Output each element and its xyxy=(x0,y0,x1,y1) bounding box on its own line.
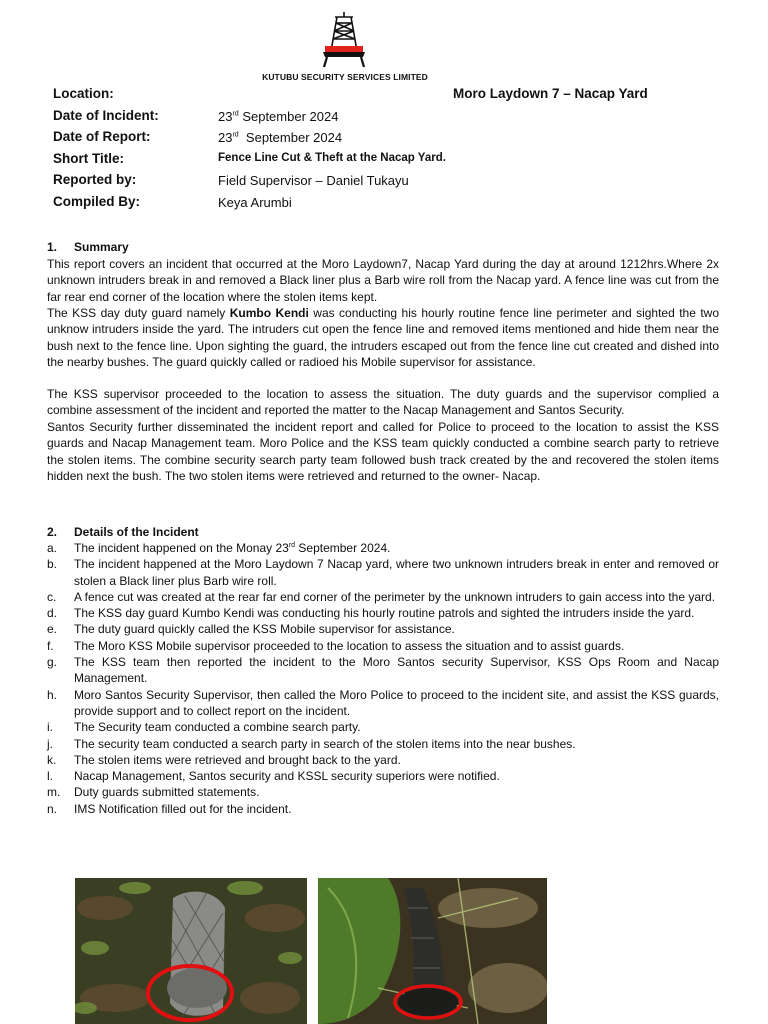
detail-item-n xyxy=(47,801,719,817)
detail-text: The duty guard quickly called the KSS Mobile supervisor for assistance. xyxy=(74,622,455,637)
report-date-label: Date of Report: xyxy=(53,129,151,144)
detail-item-i xyxy=(47,719,719,735)
summary-heading: 1. Summary xyxy=(47,240,129,254)
detail-item-c xyxy=(47,589,719,605)
compiled-by-label: Compiled By: xyxy=(53,194,141,209)
detail-marker: e. xyxy=(47,622,58,637)
compiled-by-value: Keya Arumbi xyxy=(218,195,292,210)
detail-marker: c. xyxy=(47,589,57,604)
company-name: KUTUBU SECURITY SERVICES LIMITED xyxy=(262,72,428,82)
detail-text-text-after: September 2024. xyxy=(295,541,391,555)
detail-text: The incident happened at the Moro Laydown 7 Nacap yard, where two unknown intruders break in enter and removed or stolen a Black liner plus Barb wire roll. xyxy=(74,557,719,588)
short-title-value: Fence Line Cut & Theft at the Nacap Yard. xyxy=(218,152,446,164)
detail-marker: m. xyxy=(47,785,61,800)
detail-marker: h. xyxy=(47,687,58,702)
summary-paragraph-4: Santos Security further disseminated the incident report and called for Police to proceed to the location to assist the KSS guards and Nacap Management team. Moro Police and the KSS team quickly conducted a combine search party to retrieve the stolen items. The combine security search party team followed bush track created by the and recovered the stolen items hidden next the bush. The two stolen items were retrieved and returned to the owner- Nacap. xyxy=(47,420,719,483)
report-date-value: 23rd September 2024 xyxy=(218,130,343,145)
guard-name: Kumbo Kendi xyxy=(229,306,309,320)
detail-text: Nacap Management, Santos security and KSSL security superiors were notified. xyxy=(74,769,500,784)
detail-item-e xyxy=(47,621,719,637)
detail-item-m xyxy=(47,784,719,800)
detail-text: The Security team conducted a combine search party. xyxy=(74,720,361,735)
detail-text-text-before: The incident happened on the Monay 23 xyxy=(74,541,289,555)
photo-barb-wire-roll xyxy=(75,878,307,1024)
location-label: Location: xyxy=(53,86,114,101)
detail-marker: i. xyxy=(47,720,53,735)
details-heading: 2. Details of the Incident xyxy=(47,525,199,539)
detail-marker: b. xyxy=(47,557,58,572)
reported-by-label: Reported by: xyxy=(53,172,137,187)
detail-item-k xyxy=(47,752,719,768)
detail-marker: k. xyxy=(47,752,57,767)
summary-paragraph-3: The KSS supervisor proceeded to the location to assess the situation. The duty guards and the supervisor complied a combine assessment of the incident and reported the matter to the Nacap Management and Santos Security. xyxy=(47,387,719,418)
detail-text-sup: rd xyxy=(288,542,296,549)
detail-item-a xyxy=(47,540,719,556)
detail-item-f xyxy=(47,638,719,654)
detail-marker: d. xyxy=(47,606,58,621)
detail-text: The KSS team then reported the incident to the Moro Santos security Supervisor, KSS Ops Room and Nacap Management. xyxy=(74,655,719,686)
photo-black-liner xyxy=(318,878,547,1024)
detail-text: The security team conducted a search party in search of the stolen items into the near bushes. xyxy=(74,736,576,751)
detail-item-j xyxy=(47,736,719,752)
detail-marker: l. xyxy=(47,769,53,784)
incident-date-label: Date of Incident: xyxy=(53,108,159,123)
summary-paragraph-1: This report covers an incident that occurred at the Moro Laydown7, Nacap Yard during the day at around 1212hrs.Where 2x unknown intruders break in and removed a Black liner plus a Barb wire roll from the Nacap yard. A fence line was cut from the far rear end corner of the location where the stolen items kept. xyxy=(47,257,719,304)
summary-paragraph-2: The KSS day duty guard namely Kumbo Kendi was conducting his hourly routine fence line perimeter and sighted the two unknow intruders inside the yard. The intruders cut open the fence line and removed items mentioned and hide them near the bush next to the fence line. Upon sighting the guard, the intruders escaped out from the fence line cut created and dished into the nearby bushes. The guard quickly called or radioed his Mobile supervisor for assistance. xyxy=(47,306,719,369)
detail-text: The KSS day guard Kumbo Kendi was conducting his hourly routine patrols and sighted the intruders inside the yard. xyxy=(74,606,695,621)
company-logo-icon xyxy=(319,11,369,69)
details-list xyxy=(47,540,719,817)
detail-item-d xyxy=(47,605,719,621)
detail-marker: n. xyxy=(47,801,58,816)
detail-text: The Moro KSS Mobile supervisor proceeded to the location to assess the situation and to assist guards. xyxy=(74,638,625,653)
detail-text: Duty guards submitted statements. xyxy=(74,785,260,800)
incident-date-value: 23rd September 2024 xyxy=(218,109,339,124)
detail-text: A fence cut was created at the rear far end corner of the perimeter by the unknown intruders to gain access into the yard. xyxy=(74,589,716,604)
detail-text: Moro Santos Security Supervisor, then called the Moro Police to proceed to the incident site, and assist the KSS guards, provide support and to collect report on the incident. xyxy=(74,687,719,718)
detail-item-l xyxy=(47,768,719,784)
short-title-label: Short Title: xyxy=(53,151,125,166)
detail-text: IMS Notification filled out for the incident. xyxy=(74,801,292,816)
detail-marker: a. xyxy=(47,541,58,555)
detail-item-h xyxy=(47,687,719,720)
detail-text: The stolen items were retrieved and brought back to the yard. xyxy=(74,752,401,767)
reported-by-value: Field Supervisor – Daniel Tukayu xyxy=(218,173,409,188)
detail-marker: j. xyxy=(47,736,53,751)
detail-marker: f. xyxy=(47,638,54,653)
detail-item-b xyxy=(47,556,719,589)
location-value: Moro Laydown 7 – Nacap Yard xyxy=(453,86,648,101)
detail-marker: g. xyxy=(47,655,58,670)
detail-item-g xyxy=(47,654,719,687)
